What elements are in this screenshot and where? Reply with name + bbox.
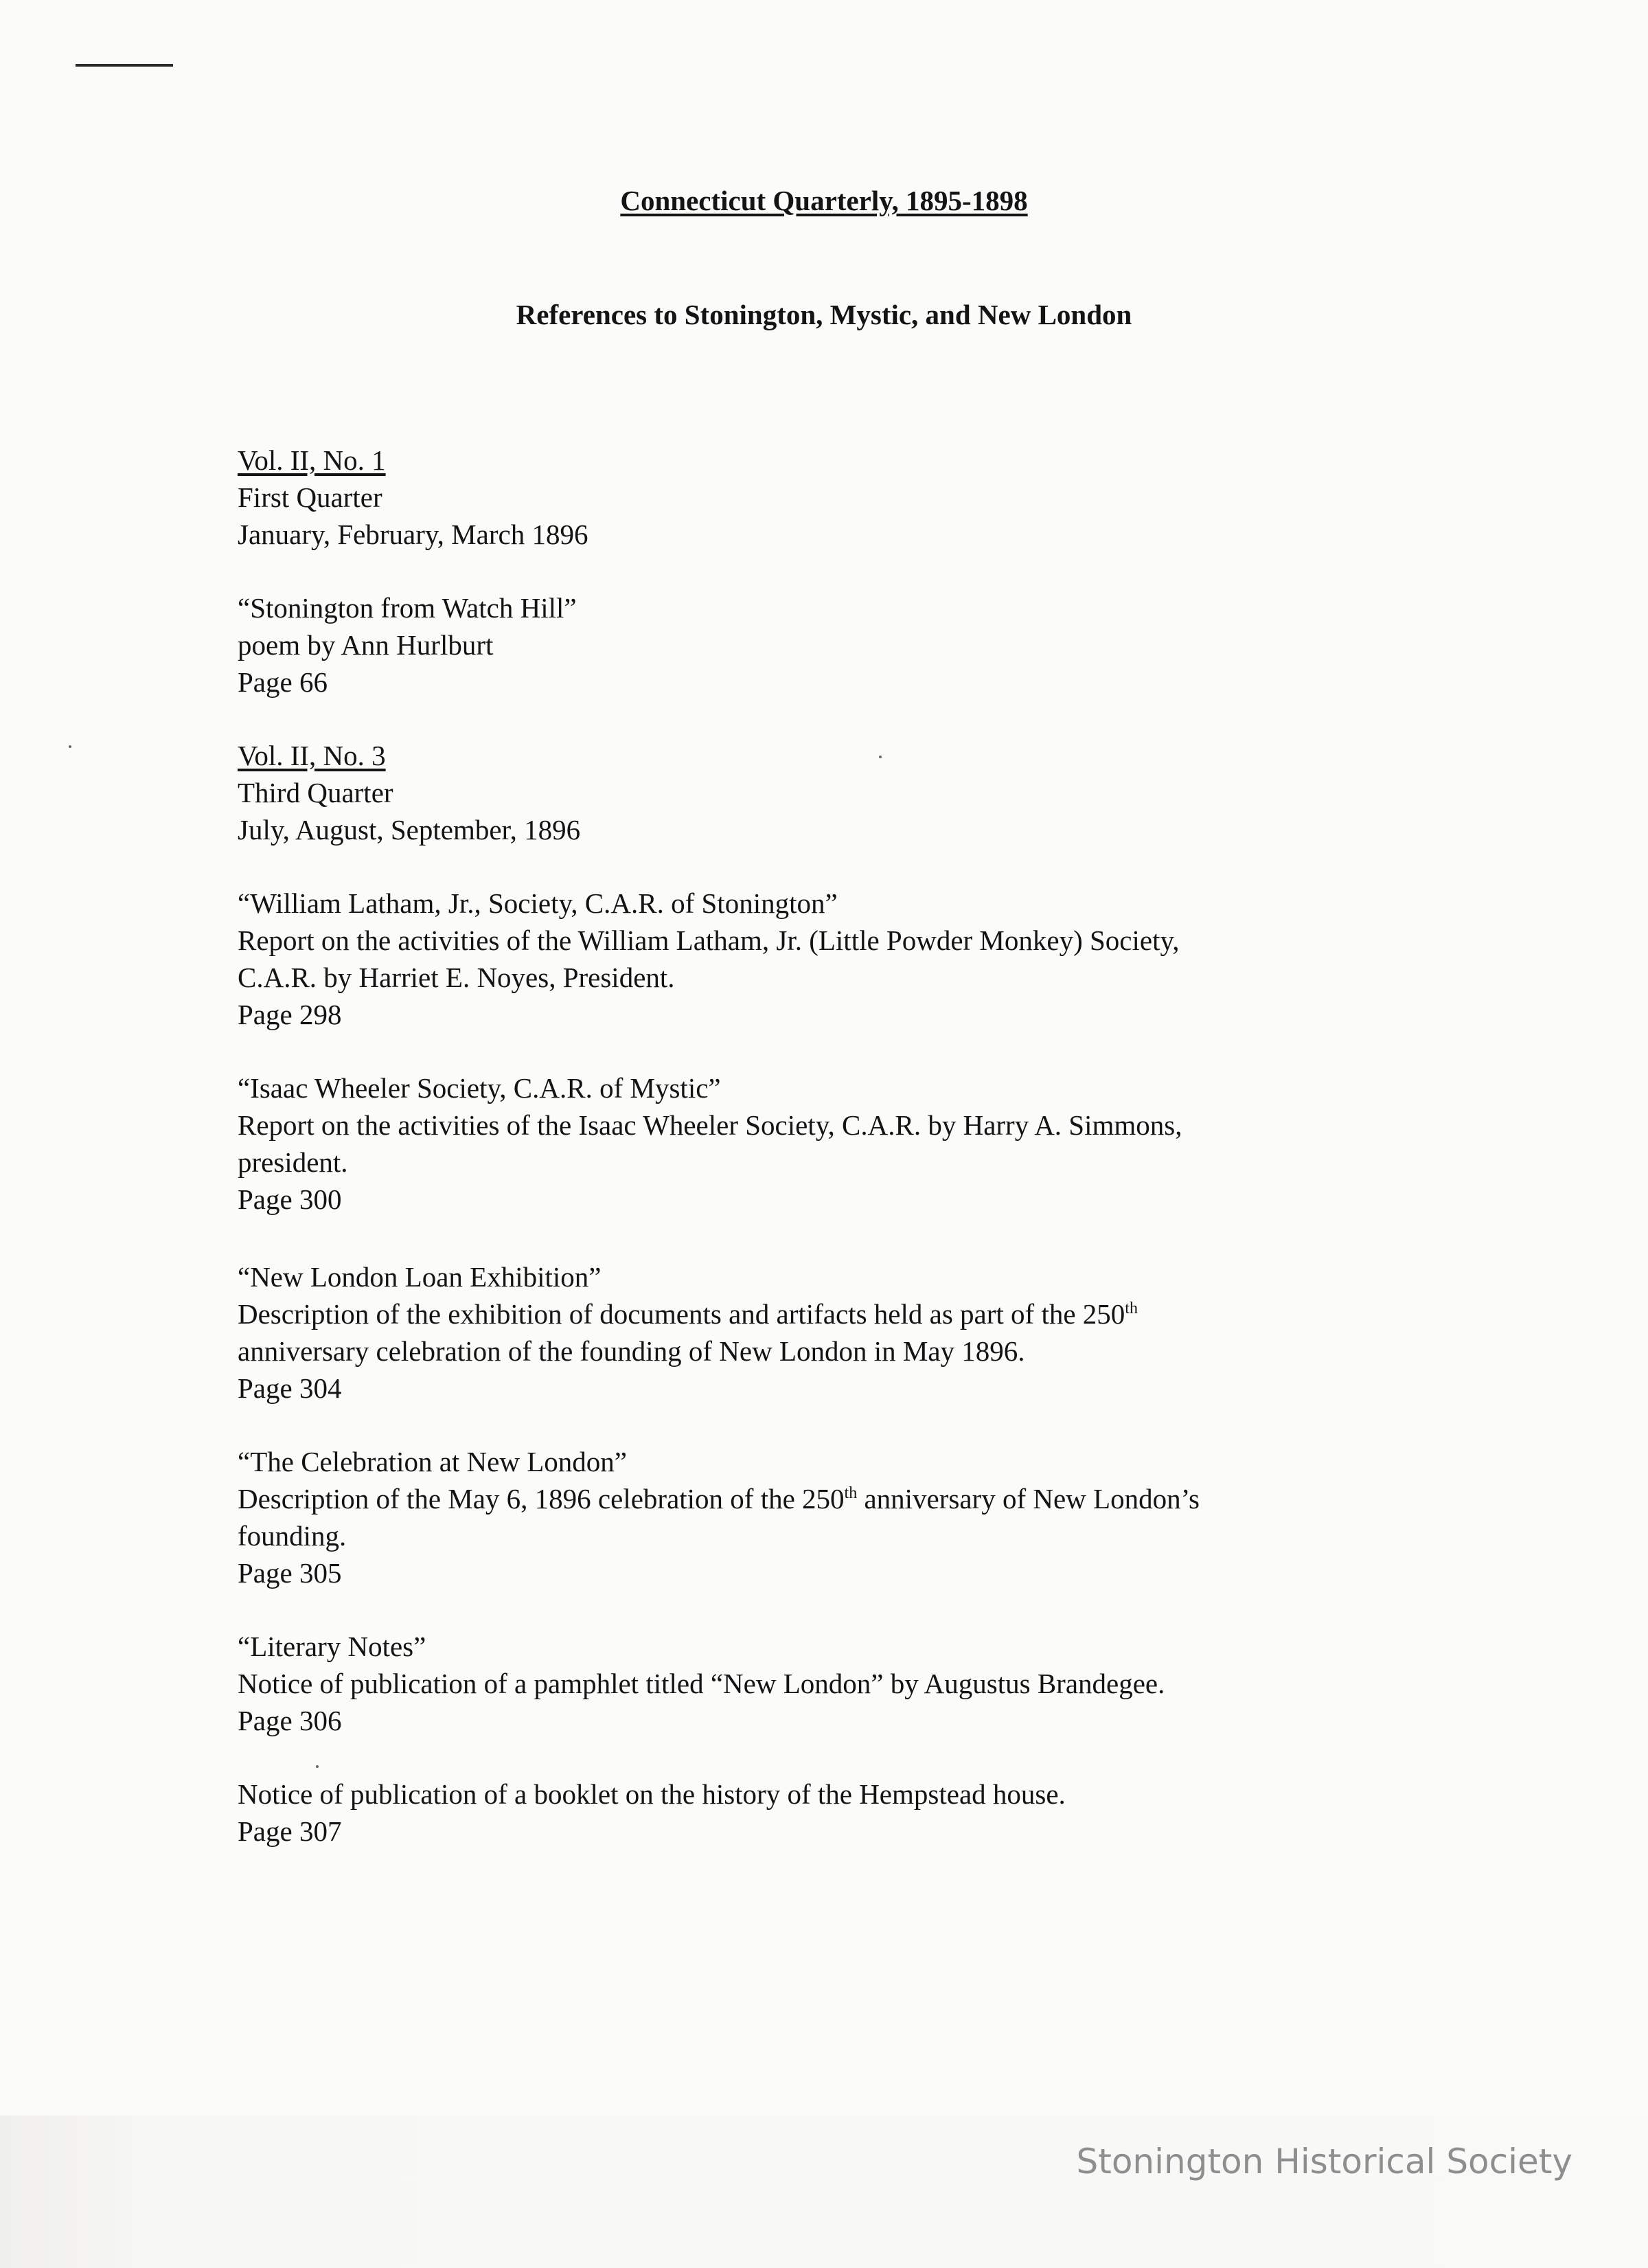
entry-description: Description of the May 6, 1896 celebration of the 250th anniversary of New London’s bbox=[238, 1483, 1200, 1515]
entry-page: Page 305 bbox=[238, 1557, 342, 1589]
entry-page: Page 66 bbox=[238, 666, 328, 698]
superscript-ordinal: th bbox=[844, 1484, 858, 1502]
entry-description: founding. bbox=[238, 1520, 347, 1552]
volume-heading: Vol. II, No. 3 bbox=[238, 740, 386, 771]
entry-page: Page 298 bbox=[238, 999, 342, 1030]
months-label: July, August, September, 1896 bbox=[238, 814, 581, 846]
watermark-text: Stonington Historical Society bbox=[1076, 2142, 1572, 2181]
scan-speck bbox=[879, 756, 882, 758]
scan-speck bbox=[69, 745, 71, 748]
entry-description: president. bbox=[238, 1146, 348, 1178]
entry-title: “Stonington from Watch Hill” bbox=[238, 592, 577, 624]
document-title: Connecticut Quarterly, 1895-1898 bbox=[620, 185, 1028, 216]
entry-title: “Isaac Wheeler Society, C.A.R. of Mystic” bbox=[238, 1072, 721, 1104]
entry-page: Page 304 bbox=[238, 1372, 342, 1404]
entry-page: Page 306 bbox=[238, 1705, 342, 1736]
entry-title: “William Latham, Jr., Society, C.A.R. of Stonington” bbox=[238, 887, 838, 919]
volume-heading: Vol. II, No. 1 bbox=[238, 444, 386, 476]
scan-speck bbox=[316, 1765, 319, 1768]
entry-description: Notice of publication of a pamphlet titled “New London” by Augustus Brandegee. bbox=[238, 1668, 1165, 1699]
document-subtitle: References to Stonington, Mystic, and New London bbox=[516, 299, 1132, 330]
months-label: January, February, March 1896 bbox=[238, 519, 588, 550]
entry-description: Report on the activities of the Isaac Wheeler Society, C.A.R. by Harry A. Simmons, bbox=[238, 1109, 1182, 1141]
entry-page: Page 307 bbox=[238, 1815, 342, 1847]
entry-description: Report on the activities of the William Latham, Jr. (Little Powder Monkey) Society, bbox=[238, 925, 1180, 956]
entry-title: “The Celebration at New London” bbox=[238, 1446, 627, 1477]
scan-footer-band bbox=[0, 2116, 1648, 2268]
entry-description: anniversary celebration of the founding of New London in May 1896. bbox=[238, 1335, 1025, 1367]
quarter-label: Third Quarter bbox=[238, 777, 393, 808]
entry-page: Page 300 bbox=[238, 1183, 342, 1215]
quarter-label: First Quarter bbox=[238, 481, 382, 513]
entry-description: Description of the exhibition of documents and artifacts held as part of the 250th bbox=[238, 1298, 1138, 1330]
entry-title: “New London Loan Exhibition” bbox=[238, 1261, 602, 1293]
entry-description: C.A.R. by Harriet E. Noyes, President. bbox=[238, 962, 675, 993]
entry-description: poem by Ann Hurlburt bbox=[238, 629, 494, 661]
entry-description: Notice of publication of a booklet on the history of the Hempstead house. bbox=[238, 1778, 1066, 1810]
page-corner-mark bbox=[76, 64, 173, 67]
entry-title: “Literary Notes” bbox=[238, 1631, 426, 1662]
superscript-ordinal: th bbox=[1125, 1300, 1138, 1317]
